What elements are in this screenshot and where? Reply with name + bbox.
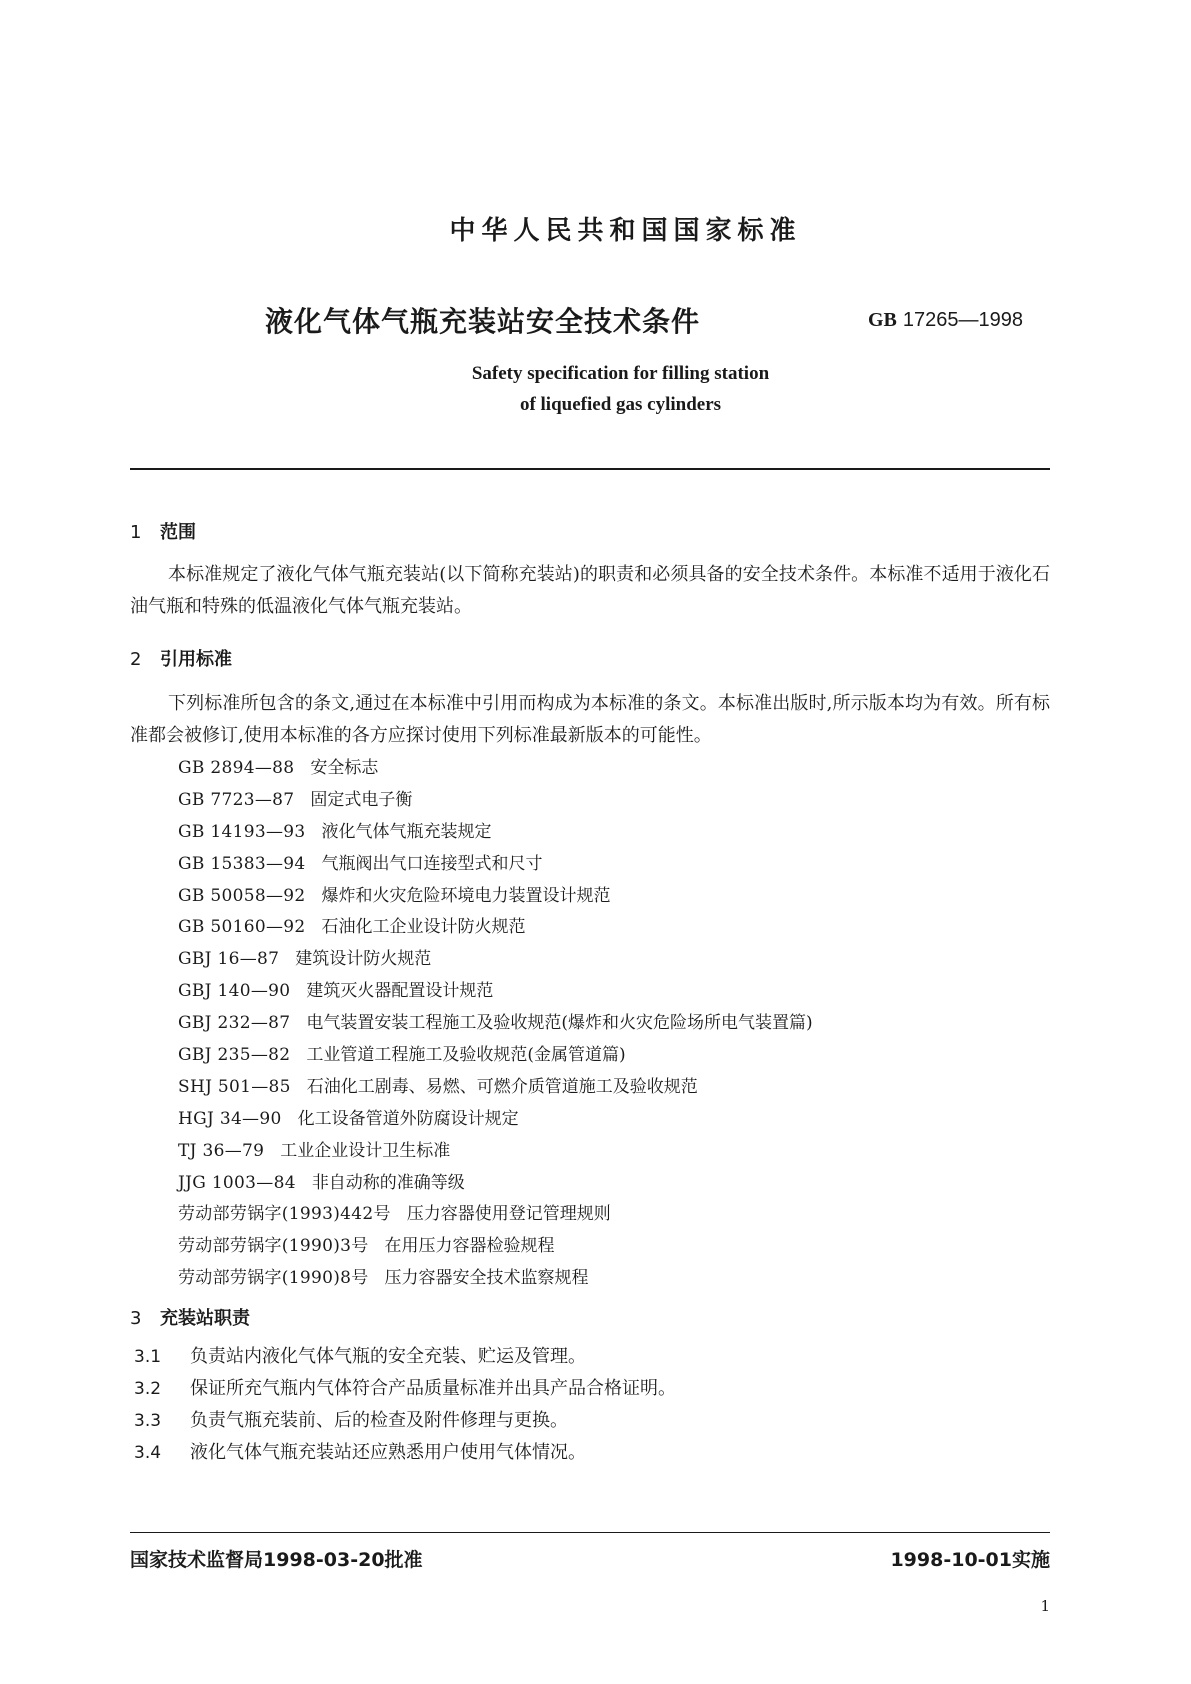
list-item	[178, 881, 813, 913]
section-2-title: 引用标准	[160, 649, 232, 670]
reference-code: HGJ 34—90	[178, 1108, 282, 1129]
list-item	[178, 1136, 813, 1168]
clause-number: 3.2	[134, 1379, 162, 1399]
reference-title: 在用压力容器检验规程	[384, 1236, 555, 1257]
section-1-paragraph: 本标准规定了液化气体气瓶充装站(以下简称充装站)的职责和必须具备的安全技术条件。本标准不适用于液化石油气瓶和特殊的低温液化气体气瓶充装站。	[130, 564, 1050, 617]
duty-list	[134, 1341, 676, 1469]
english-title-line-2: of liquefied gas cylinders	[519, 394, 722, 415]
reference-title: 建筑灭火器配置设计规范	[306, 981, 494, 1002]
list-item	[178, 785, 813, 817]
reference-code: GB 7723—87	[178, 789, 295, 810]
section-1-heading	[130, 518, 196, 544]
implementation-date: 1998-10-01实施	[890, 1549, 1050, 1571]
list-item	[178, 817, 813, 849]
list-item	[178, 753, 813, 785]
reference-code: GB 50058—92	[178, 885, 306, 906]
clause-number: 3.3	[134, 1411, 162, 1431]
reference-title: 电气装置安装工程施工及验收规范(爆炸和火灾危险场所电气装置篇)	[306, 1013, 813, 1034]
section-1-title: 范围	[160, 522, 196, 543]
english-title-line-1: Safety specification for filling station	[471, 363, 770, 384]
clause-text: 保证所充气瓶内气体符合产品质量标准并出具产品合格证明。	[190, 1378, 676, 1399]
reference-code: GBJ 235—82	[178, 1045, 291, 1066]
reference-title: 石油化工剧毒、易燃、可燃介质管道施工及验收规范	[306, 1076, 698, 1097]
reference-code: GB 50160—92	[178, 917, 306, 938]
reference-title: 非自动称的准确等级	[311, 1172, 465, 1193]
reference-title: 安全标志	[310, 758, 379, 778]
reference-code: 劳动部劳锅字(1990)8号	[178, 1268, 369, 1289]
reference-code: GBJ 140—90	[178, 981, 291, 1002]
reference-code: TJ 36—79	[178, 1140, 265, 1161]
list-item	[178, 1040, 813, 1072]
reference-title: 液化气体气瓶充装规定	[321, 821, 492, 842]
list-item	[178, 1072, 813, 1104]
reference-code: GB 2894—88	[178, 758, 295, 778]
list-item	[178, 1199, 813, 1231]
page-number: 1	[1040, 1597, 1050, 1615]
list-item	[134, 1437, 676, 1469]
section-3-number: 3	[130, 1308, 142, 1329]
clause-text: 液化气体气瓶充装站还应熟悉用户使用气体情况。	[190, 1442, 586, 1463]
reference-title: 工业管道工程施工及验收规范(金属管道篇)	[306, 1045, 626, 1066]
list-item	[178, 1231, 813, 1263]
reference-list	[178, 753, 813, 1295]
standard-code-prefix: GB	[868, 309, 897, 331]
list-item	[178, 1168, 813, 1200]
reference-title: 压力容器使用登记管理规则	[406, 1204, 611, 1225]
clause-text: 负责站内液化气体气瓶的安全充装、贮运及管理。	[190, 1346, 586, 1367]
clause-text: 负责气瓶充装前、后的检查及附件修理与更换。	[190, 1410, 568, 1431]
reference-code: SHJ 501—85	[178, 1076, 291, 1097]
approval-date: 国家技术监督局1998-03-20批准	[130, 1549, 423, 1571]
english-title	[0, 358, 1191, 420]
reference-title: 气瓶阀出气口连接型式和尺寸	[321, 853, 543, 874]
list-item	[178, 1263, 813, 1295]
reference-code: GB 14193—93	[178, 821, 306, 842]
list-item	[178, 1008, 813, 1040]
footer-divider	[130, 1532, 1050, 1533]
reference-title: 固定式电子衡	[310, 789, 413, 810]
list-item	[178, 849, 813, 881]
section-3-title: 充装站职责	[160, 1308, 250, 1329]
clause-number: 3.1	[134, 1347, 162, 1367]
reference-title: 工业企业设计卫生标准	[280, 1140, 451, 1161]
reference-code: 劳动部劳锅字(1993)442号	[178, 1204, 391, 1225]
standard-code-number: 17265—1998	[902, 309, 1024, 331]
document-title: 液化气体气瓶充装站安全技术条件	[265, 305, 701, 338]
standard-code	[868, 309, 1023, 332]
reference-code: JJG 1003—84	[178, 1172, 296, 1193]
list-item	[134, 1373, 676, 1405]
list-item	[178, 1104, 813, 1136]
reference-code: GBJ 16—87	[178, 949, 280, 970]
reference-title: 化工设备管道外防腐设计规定	[297, 1108, 519, 1129]
clause-number: 3.4	[134, 1443, 162, 1463]
reference-title: 建筑设计防火规范	[295, 949, 432, 970]
section-2-number: 2	[130, 649, 142, 670]
section-2-heading	[130, 645, 232, 671]
list-item	[134, 1341, 676, 1373]
list-item	[178, 976, 813, 1008]
reference-code: GBJ 232—87	[178, 1013, 291, 1034]
section-1-number: 1	[130, 522, 142, 543]
header-divider	[130, 468, 1050, 470]
reference-title: 爆炸和火灾危险环境电力装置设计规范	[321, 885, 611, 906]
reference-code: GB 15383—94	[178, 853, 306, 874]
national-standard-title: 中华人民共和国国家标准	[449, 216, 802, 246]
list-item	[178, 944, 813, 976]
reference-code: 劳动部劳锅字(1990)3号	[178, 1236, 369, 1257]
list-item	[178, 912, 813, 944]
list-item	[134, 1405, 676, 1437]
reference-title: 石油化工企业设计防火规范	[321, 917, 526, 938]
section-3-heading	[130, 1304, 250, 1330]
section-2-paragraph: 下列标准所包含的条文,通过在本标准中引用而构成为本标准的条文。本标准出版时,所示版本均为有效。所有标准都会被修订,使用本标准的各方应探讨使用下列标准最新版本的可能性。	[130, 693, 1050, 746]
reference-title: 压力容器安全技术监察规程	[384, 1268, 589, 1289]
